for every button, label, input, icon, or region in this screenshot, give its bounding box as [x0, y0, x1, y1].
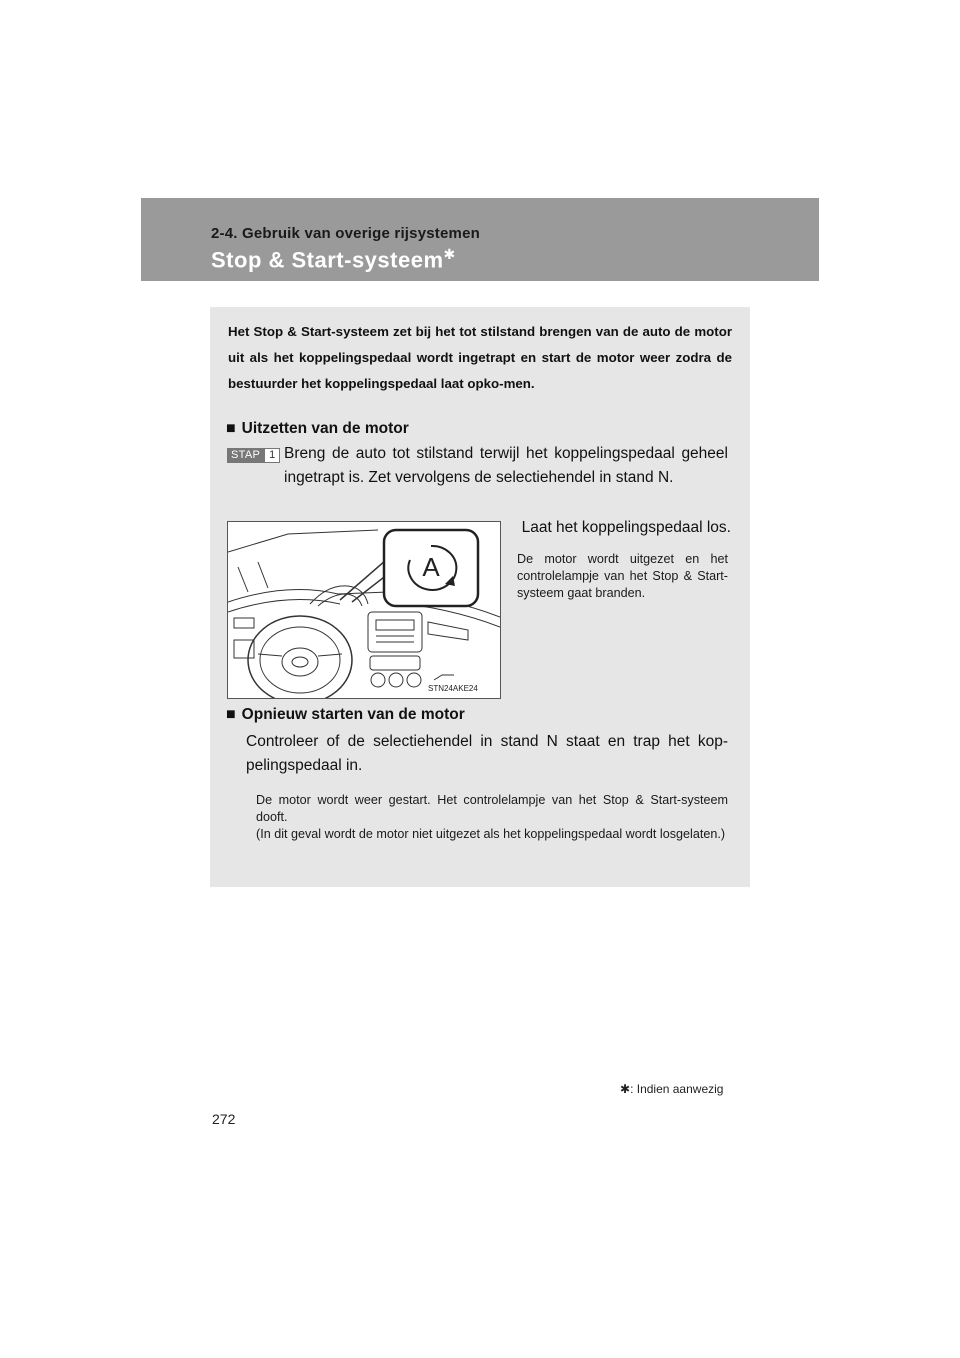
- section-heading-stop-text: Uitzetten van de motor: [241, 420, 409, 437]
- restart-text: Controleer of de selectiehendel in stand N staat en trap het kop-pelingspedaal in.: [246, 733, 728, 774]
- bullet-square: ■: [226, 420, 236, 437]
- restart-note-2: (In dit geval wordt de motor niet uitgezet als het koppelingspedaal wordt losgelaten.): [256, 827, 726, 841]
- intro-paragraph: Het Stop & Start-systeem zet bij het tot stilstand brengen van de auto de motor uit als het koppelingspedaal wordt ingetrapt en start de motor weer zodra de bestuurder het koppelingspedaal laat opko-men.: [228, 324, 732, 391]
- section-label: 2-4. Gebruik van overige rijsystemen: [211, 225, 480, 242]
- page-number: 272: [212, 1111, 236, 1127]
- dashboard-illustration: [227, 521, 501, 699]
- section-heading-restart: [226, 706, 465, 724]
- step-badge-number: 1: [264, 448, 280, 463]
- section-heading-restart-text: Opnieuw starten van de motor: [241, 706, 465, 723]
- step-2-note: De motor wordt uitgezet en het controlelampje van het Stop & Start-systeem gaat branden.: [517, 552, 728, 600]
- step-2-text: Laat het koppelingspedaal los.: [521, 519, 731, 536]
- icon-letter: A: [422, 552, 440, 582]
- footnote-mark: ✱: [620, 1082, 631, 1096]
- page-title: [211, 246, 456, 273]
- bullet-square: ■: [226, 706, 236, 723]
- step-badge-word: STAP: [227, 448, 264, 463]
- chapter-header: [141, 198, 819, 281]
- footnote-text: : Indien aanwezig: [630, 1082, 724, 1096]
- optional-mark: ✱: [443, 246, 456, 262]
- restart-note-1: De motor wordt weer gestart. Het controlelampje van het Stop & Start-systeem dooft.: [256, 793, 728, 824]
- figure-code: STN24AKE24: [428, 684, 478, 693]
- step-badge-1: [227, 448, 280, 463]
- footnote: [620, 1082, 723, 1096]
- step-1-text: Breng de auto tot stilstand terwijl het koppelingspedaal geheel ingetrapt is. Zet vervolgens de selectiehendel in stand N.: [284, 445, 728, 486]
- page-title-text: Stop & Start-systeem: [211, 247, 444, 273]
- section-heading-stop: [226, 420, 409, 438]
- dashboard-drawing: [228, 522, 500, 698]
